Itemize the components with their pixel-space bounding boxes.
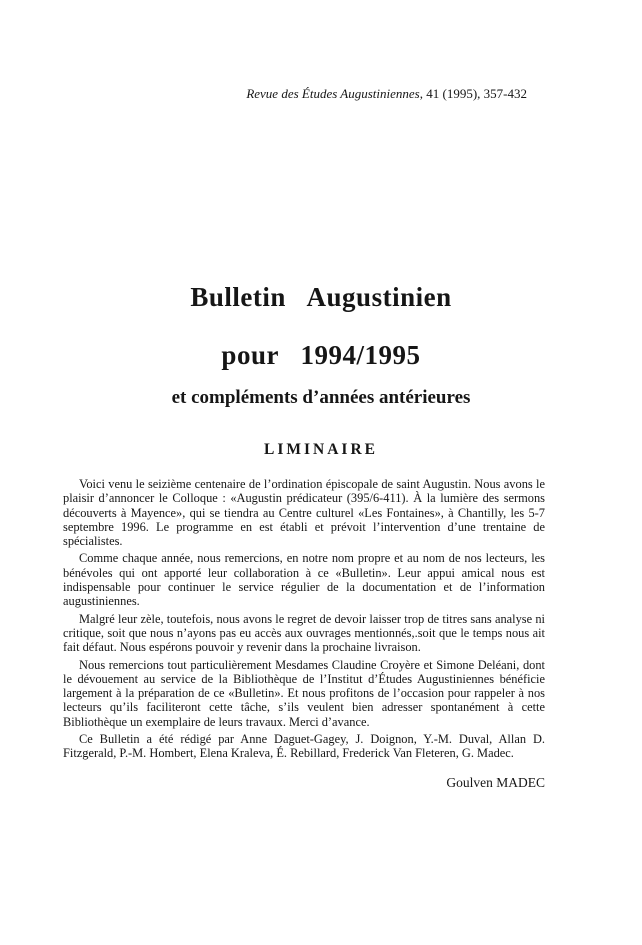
bulletin-title: Bulletin Augustinien	[190, 282, 452, 312]
paragraph-regret-titres: Malgré leur zèle, toutefois, nous avons le regret de devoir laisser trop de titres sans analyse ni critique, soit que nous n’ayons pas eu accès aux ouvrages mentionnés,.soit que le temps nous ait fait défaut. Nous espérons pouvoir y revenir dans la prochaine livraison.	[63, 611, 545, 655]
journal-title: Revue des Études Augustiniennes	[246, 86, 420, 101]
paragraph-remerciements-benevoles: Comme chaque année, nous remercions, en notre nom propre et au nom de nos lecteurs, les bénévoles qui ont apporté leur collaboration à ce «Bulletin». Leur appui amical nous est indispensable pour continuer le service régulier de la documentation et de l’information augustiniennes.	[63, 551, 545, 609]
paragraph-redacteurs: Ce Bulletin a été rédigé par Anne Daguet-Gagey, J. Doignon, Y.-M. Duval, Allan D. Fitzgerald, P.-M. Hombert, Elena Kraleva, É. Rebillard, Frederick Van Fleteren, G. Madec.	[63, 732, 545, 761]
bulletin-subtitle: et compléments d’années antérieures	[171, 387, 471, 408]
journal-reference	[63, 86, 527, 102]
bulletin-title-year: pour 1994/1995	[221, 340, 421, 370]
journal-reference-detail: , 41 (1995), 357-432	[419, 86, 527, 101]
liminaire-body	[63, 477, 545, 761]
paragraph-colloque: Voici venu le seizième centenaire de l’ordination épiscopale de saint Augustin. Nous avons le plaisir d’annoncer le Colloque : «Augustin prédicateur (395/6-411). À la lumière des sermons découverts à Mayence», qui se tiendra au Centre culturel «Les Fontaines», à Chantilly, les 5-7 septembre 1996. Le programme en est établi et prévoit l’intervention d’une trentaine de spécialistes.	[63, 477, 545, 549]
signature-author: Goulven MADEC	[446, 774, 545, 790]
section-heading-liminaire: LIMINAIRE	[264, 441, 378, 458]
paragraph-remerciements-bibliotheque: Nous remercions tout particulièrement Mesdames Claudine Croyère et Simone Deléani, dont le dévouement au service de la Bibliothèque de l’Institut d’Études Augustiniennes bénéficie largement à la préparation de ce «Bulletin». Et nous profitons de l’occasion pour rappeler à nos lecteurs qu’ils faciliteront cette tâche, s’ils veulent bien adresser spontanément à cette Bibliothèque un exemplaire de leurs travaux. Merci d’avance.	[63, 657, 545, 729]
